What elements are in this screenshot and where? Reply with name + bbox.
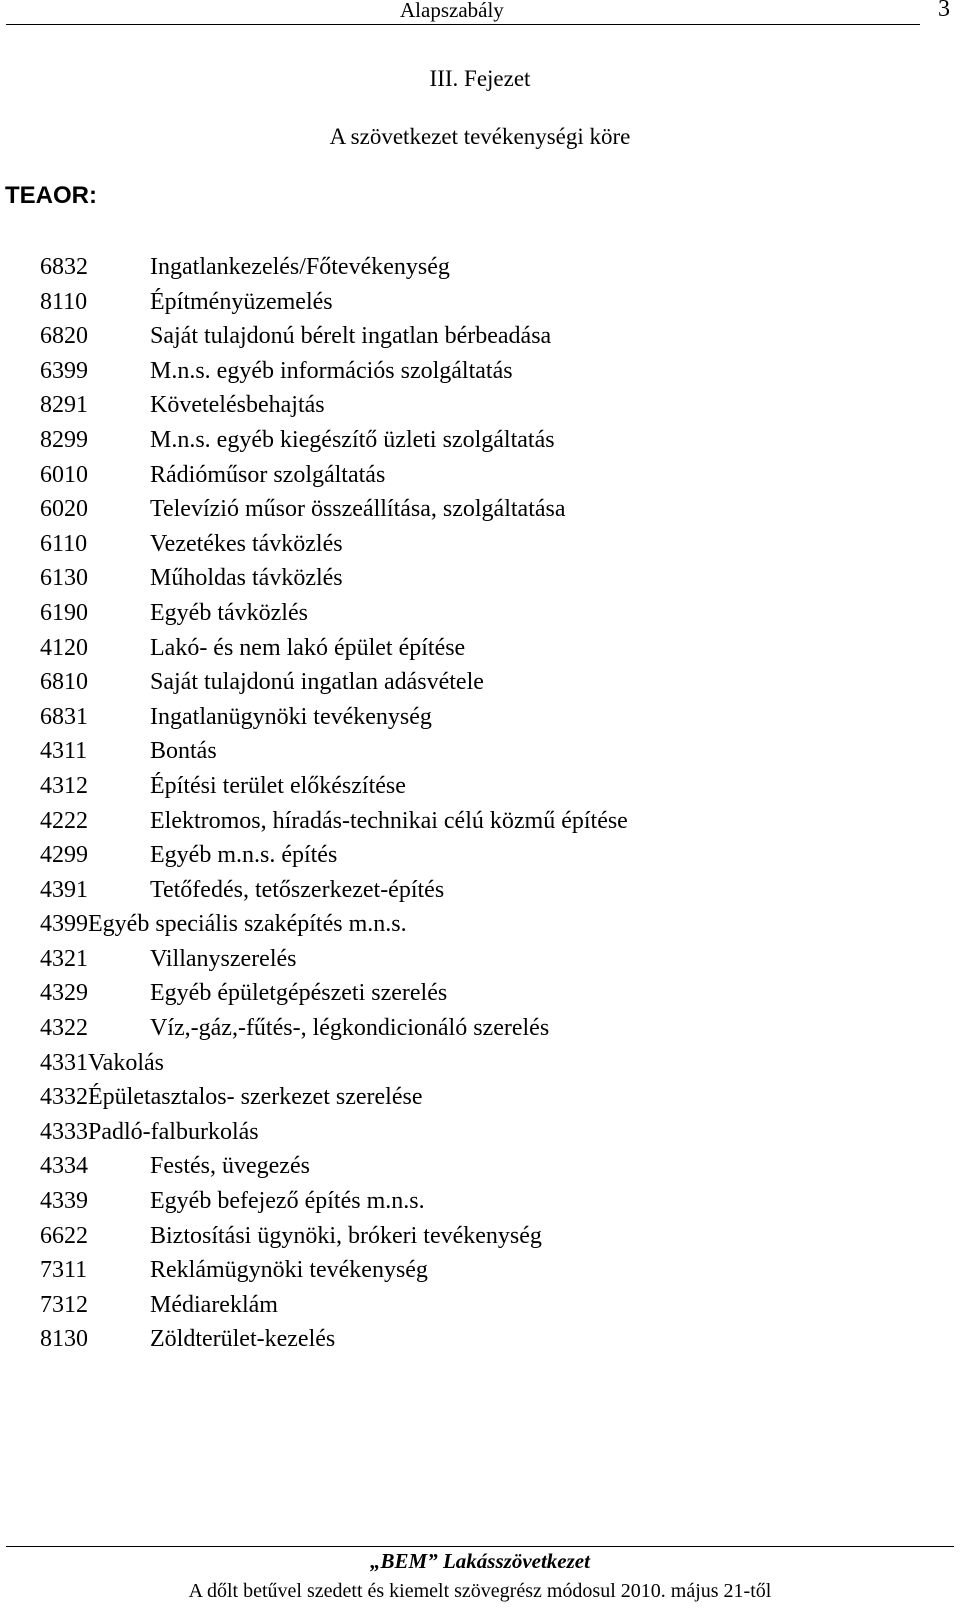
activity-label: Rádióműsor szolgáltatás <box>150 461 386 488</box>
activity-row <box>40 769 940 804</box>
activity-code: 6399 <box>40 357 88 384</box>
footer-divider <box>6 1546 954 1547</box>
activity-label: Festés, üvegezés <box>150 1153 310 1180</box>
activity-code: 6622 <box>40 1222 88 1249</box>
activity-label: Reklámügynöki tevékenység <box>150 1257 428 1284</box>
activity-label: Biztosítási ügynöki, brókeri tevékenység <box>150 1222 542 1249</box>
activity-row <box>40 804 940 839</box>
chapter-heading <box>0 66 960 92</box>
activity-row <box>40 492 940 527</box>
activity-row <box>40 1322 940 1357</box>
section-title: A szövetkezet tevékenységi köre <box>329 124 631 149</box>
activity-label: Ingatlankezelés/Főtevékenység <box>150 254 450 280</box>
activity-label: Építési terület előkészítése <box>150 772 406 799</box>
activity-code: 6190 <box>40 599 88 626</box>
activity-label: Egyéb befejező építés m.n.s. <box>150 1188 425 1215</box>
activity-code: 6832 <box>40 254 88 280</box>
activity-row <box>40 250 940 285</box>
activity-row <box>40 354 940 389</box>
activity-code: 4334 <box>40 1153 88 1180</box>
activity-code: 4399 <box>40 911 88 938</box>
activity-row <box>40 942 940 977</box>
activity-row <box>40 734 940 769</box>
activity-code: 4339 <box>40 1188 88 1215</box>
activity-code: 4329 <box>40 980 88 1007</box>
activity-code: 4331 <box>40 1049 88 1076</box>
activity-label: Vezetékes távközlés <box>150 530 343 557</box>
activity-row <box>40 1011 940 1046</box>
activity-label: Bontás <box>150 738 217 765</box>
activity-label: Műholdas távközlés <box>150 565 343 592</box>
activity-label: Víz,-gáz,-fűtés-, légkondicionáló szerelés <box>150 1015 550 1042</box>
activity-label: Épületasztalos- szerkezet szerelése <box>88 1084 423 1111</box>
activity-label: Villanyszerelés <box>150 945 297 972</box>
activity-label: Ingatlanügynöki tevékenység <box>150 703 432 730</box>
activity-row <box>40 388 940 423</box>
activity-label: Elektromos, híradás-technikai célú közmű építése <box>150 807 628 834</box>
activity-code: 4311 <box>40 738 88 765</box>
teaor-label: TEAOR: <box>5 182 97 209</box>
activity-code: 6831 <box>40 703 88 730</box>
activity-code: 7312 <box>40 1291 88 1318</box>
activity-row <box>40 1288 940 1323</box>
activity-code: 8130 <box>40 1326 88 1353</box>
footer-note: A dőlt betűvel szedett és kiemelt szövegrész módosul 2010. május 21-től <box>188 1580 772 1602</box>
activity-row <box>40 527 940 562</box>
activity-label: Vakolás <box>88 1049 164 1076</box>
activity-row <box>40 665 940 700</box>
activity-code: 8291 <box>40 392 88 419</box>
activity-code: 6820 <box>40 323 88 350</box>
activity-code: 8299 <box>40 426 88 453</box>
activity-label: Padló-falburkolás <box>88 1118 259 1145</box>
activity-label: Követelésbehajtás <box>150 392 325 419</box>
activity-row <box>40 596 940 631</box>
activity-code: 4120 <box>40 634 88 661</box>
activity-row <box>40 1253 940 1288</box>
activity-row <box>40 976 940 1011</box>
activity-code: 6010 <box>40 461 88 488</box>
activity-row <box>40 907 940 942</box>
page-number: 3 <box>938 0 950 22</box>
activity-code: 6130 <box>40 565 88 592</box>
activity-code: 4322 <box>40 1015 88 1042</box>
activity-row <box>40 1184 940 1219</box>
activity-code: 6810 <box>40 669 88 696</box>
activity-code: 4222 <box>40 807 88 834</box>
activity-code: 4391 <box>40 876 88 903</box>
activity-label: Egyéb speciális szaképítés m.n.s. <box>88 911 407 938</box>
activity-row <box>40 1046 940 1081</box>
activity-row <box>40 561 940 596</box>
activity-code: 6110 <box>40 530 88 557</box>
activity-code: 4333 <box>40 1118 88 1145</box>
activity-code: 4332 <box>40 1084 88 1111</box>
activity-label: M.n.s. egyéb kiegészítő üzleti szolgáltatás <box>150 426 555 453</box>
activity-row <box>40 700 940 735</box>
activity-label: Egyéb távközlés <box>150 599 308 626</box>
activity-label: Médiareklám <box>150 1291 278 1318</box>
activity-code: 7311 <box>40 1257 88 1284</box>
activity-row <box>40 873 940 908</box>
activity-label: M.n.s. egyéb információs szolgáltatás <box>150 357 513 384</box>
header-divider <box>6 24 920 25</box>
activity-row <box>40 319 940 354</box>
activity-label: Egyéb épületgépészeti szerelés <box>150 980 448 1007</box>
running-header-title: Alapszabály <box>400 0 504 22</box>
activity-label: Zöldterület-kezelés <box>150 1326 336 1353</box>
activity-row <box>40 423 940 458</box>
activity-label: Televízió műsor összeállítása, szolgáltatása <box>150 496 566 523</box>
activity-code: 4312 <box>40 772 88 799</box>
activity-label: Egyéb m.n.s. építés <box>150 842 338 869</box>
footer-organization: „BEM” Lakásszövetkezet <box>370 1549 590 1573</box>
activity-code: 8110 <box>40 288 88 315</box>
activity-row <box>40 838 940 873</box>
activity-row <box>40 1115 940 1150</box>
activity-row <box>40 1149 940 1184</box>
activity-label: Saját tulajdonú ingatlan adásvétele <box>150 669 484 696</box>
chapter-heading-text: III. Fejezet <box>429 66 531 91</box>
activity-label: Építményüzemelés <box>150 288 333 315</box>
activity-label: Saját tulajdonú bérelt ingatlan bérbeadása <box>150 323 552 350</box>
activity-row <box>40 631 940 666</box>
activity-label: Lakó- és nem lakó épület építése <box>150 634 466 661</box>
activity-code: 4299 <box>40 842 88 869</box>
activity-label: Tetőfedés, tetőszerkezet-építés <box>150 876 445 903</box>
activity-row <box>40 1080 940 1115</box>
activity-row <box>40 285 940 320</box>
activity-code: 4321 <box>40 945 88 972</box>
activity-row <box>40 458 940 493</box>
activity-row <box>40 1219 940 1254</box>
activity-code: 6020 <box>40 496 88 523</box>
activity-list <box>40 250 940 1357</box>
